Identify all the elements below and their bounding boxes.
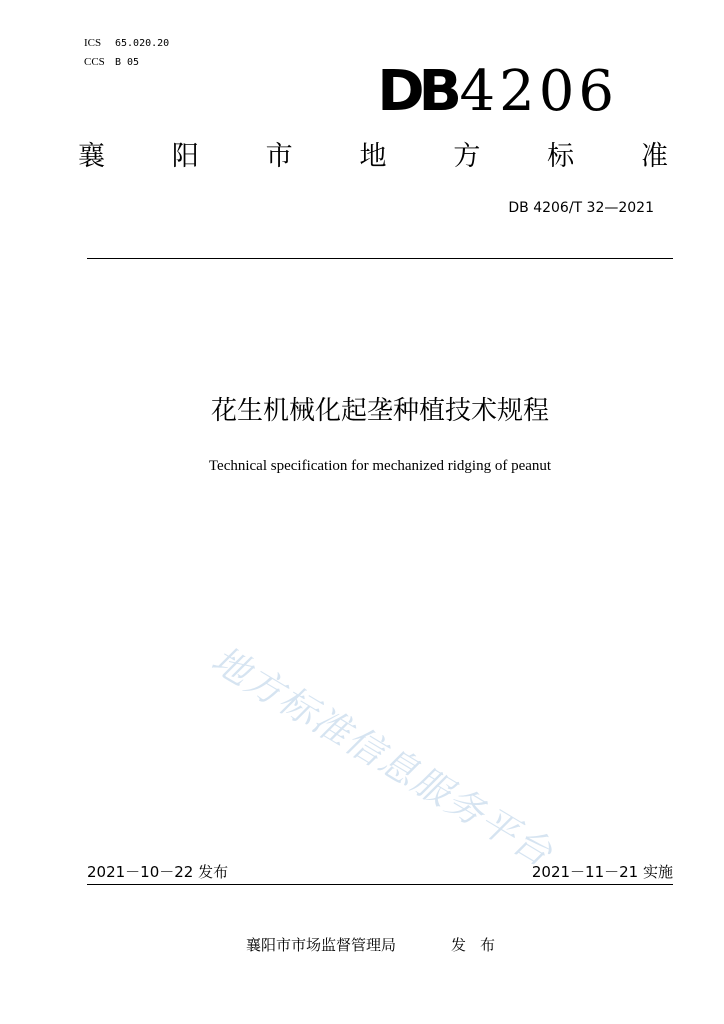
ics-label: ICS [84, 37, 102, 49]
standard-type-heading [78, 140, 668, 174]
header-divider [87, 258, 673, 259]
effective-date: 2021－11－21 实施 [531, 863, 673, 881]
standard-type-char: 襄 [78, 141, 105, 172]
standard-code: DB 4206/T 32—2021 [508, 200, 654, 216]
standard-type-char: 阳 [171, 141, 199, 172]
issue-label: 发布 [451, 936, 510, 954]
document-subtitle-english: Technical specification for mechanized ridging of peanut [208, 458, 552, 474]
publish-date: 2021－10－22 发布 [87, 863, 229, 881]
ccs-label: CCS [84, 56, 105, 68]
db-logo [378, 60, 618, 124]
db-logo-letters: DB [377, 59, 457, 124]
issuing-authority: 襄阳市市场监督管理局 [246, 936, 397, 954]
ccs-classification [84, 55, 139, 70]
standard-type-char: 准 [640, 141, 668, 172]
footer-divider [87, 884, 673, 885]
standard-type-char: 方 [453, 141, 481, 172]
ccs-code: B 05 [115, 57, 140, 68]
standard-type-char: 标 [547, 141, 575, 172]
ics-code: 65.020.20 [115, 38, 170, 49]
standard-type-char: 市 [265, 141, 293, 172]
ics-classification [84, 36, 169, 51]
db-logo-number: 4206 [459, 59, 618, 124]
watermark: 地方标准信息服务平台 [204, 637, 561, 876]
document-title: 花生机械化起垄种植技术规程 [210, 396, 549, 426]
standard-type-char: 地 [359, 141, 387, 172]
